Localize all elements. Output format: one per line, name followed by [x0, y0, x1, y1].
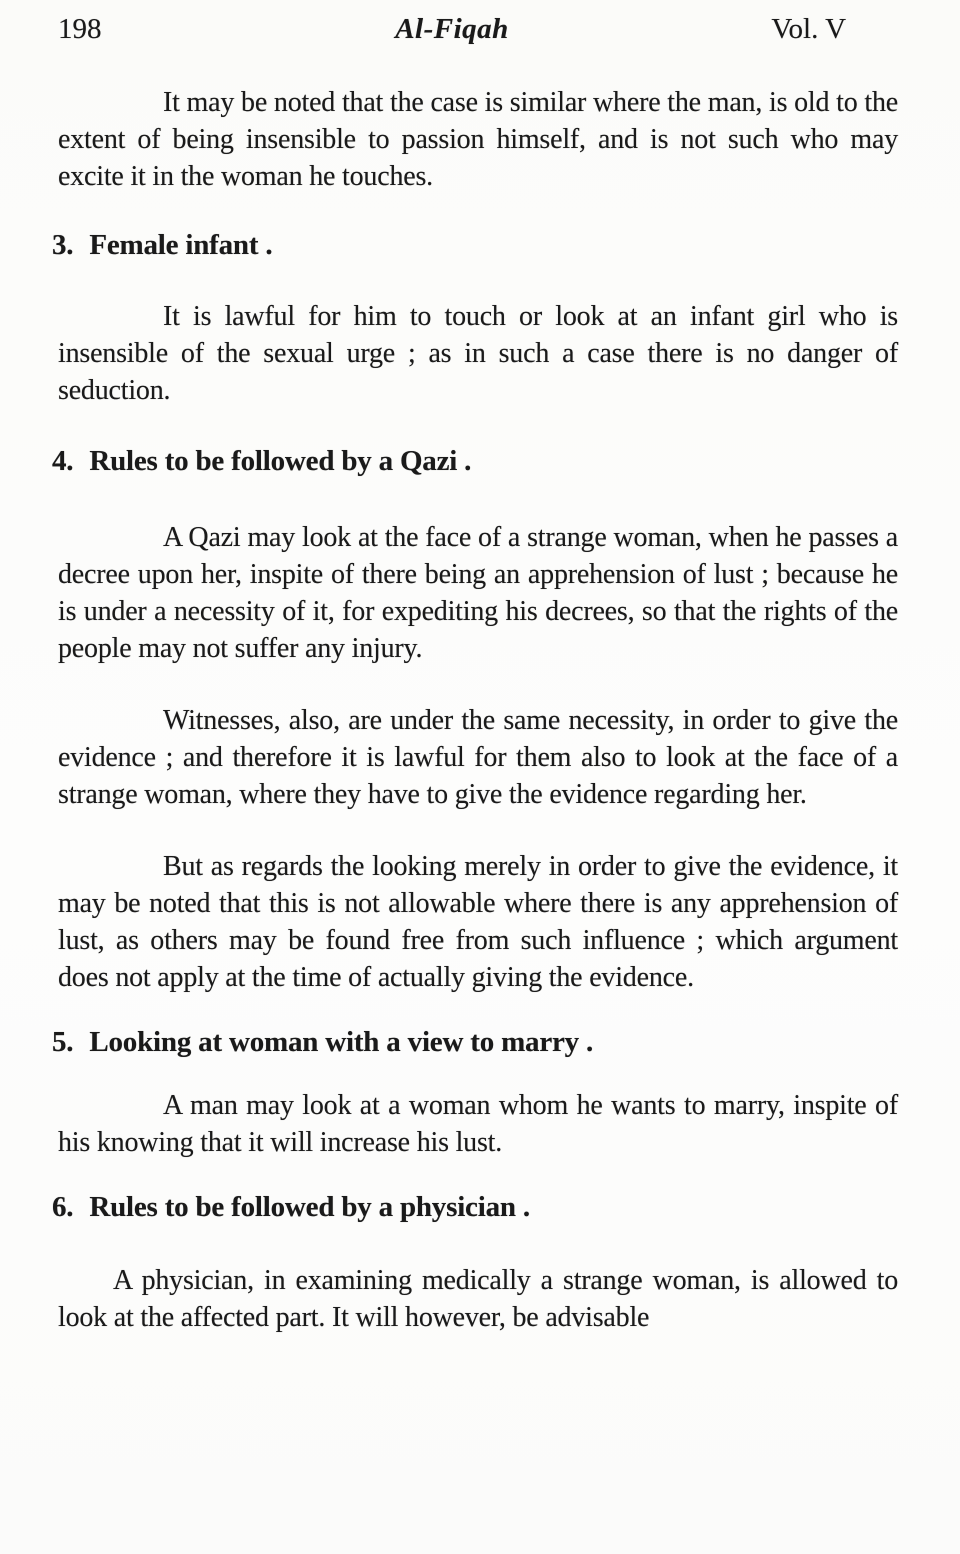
- page-body: [52, 84, 898, 1336]
- section-heading-5: [52, 1024, 898, 1061]
- paragraph-old-man-case: It may be noted that the case is similar where the man, is old to the extent of being insensible to passion himself, and is not such who may excite it in the woman he touches.: [58, 87, 898, 192]
- running-header: [58, 12, 898, 46]
- section-heading-4: [52, 443, 898, 480]
- section-number: 3.: [52, 229, 74, 261]
- section-heading-3: [52, 227, 898, 264]
- book-title: Al-Fiqah: [395, 13, 509, 45]
- page-number: 198: [58, 13, 102, 45]
- paragraph-marry-looking: A man may look at a woman whom he wants to marry, inspite of his knowing that it will increase his lust.: [58, 1090, 898, 1158]
- section-title: Female infant .: [89, 229, 273, 261]
- section-number: 4.: [52, 445, 74, 477]
- section-number: 6.: [52, 1191, 74, 1223]
- section-number: 5.: [52, 1026, 74, 1058]
- paragraph-witnesses: Witnesses, also, are under the same necessity, in order to give the evidence ; and therefore it is lawful for them also to look at the face of a strange woman, where they have to give the evidence regarding her.: [58, 705, 898, 810]
- section-title: Rules to be followed by a Qazi .: [89, 445, 472, 477]
- paragraph-physician: A physician, in examining medically a strange woman, is allowed to look at the affected part. It will however, be advisable: [58, 1265, 898, 1333]
- section-heading-6: [52, 1189, 898, 1226]
- section-title: Rules to be followed by a physician .: [89, 1191, 530, 1223]
- section-title: Looking at woman with a view to marry .: [89, 1026, 594, 1058]
- paragraph-qazi-decree: A Qazi may look at the face of a strange woman, when he passes a decree upon her, inspite of there being an apprehension of lust ; because he is under a necessity of it, for expediting his decrees, so that the rights of the people may not suffer any injury.: [58, 522, 898, 664]
- paragraph-looking-evidence: But as regards the looking merely in order to give the evidence, it may be noted that this is not allowable where there is any apprehension of lust, as others may be found free from such influence ; which argument does not apply at the time of actually giving the evidence.: [58, 851, 898, 993]
- paragraph-infant-girl: It is lawful for him to touch or look at an infant girl who is insensible of the sexual urge ; as in such a case there is no danger of seduction.: [58, 301, 898, 406]
- volume-label: Vol. V: [771, 13, 847, 45]
